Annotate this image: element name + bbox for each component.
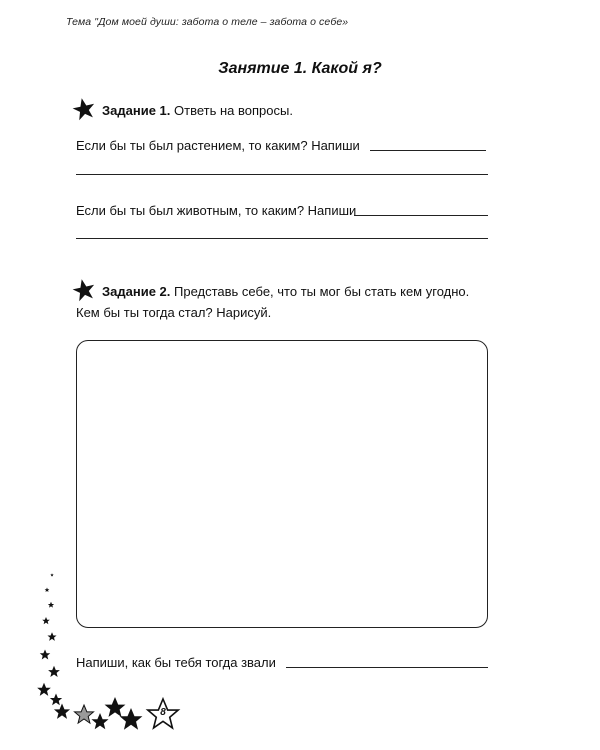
task-1-label: Задание 1.: [102, 103, 171, 118]
star-decoration: [0, 560, 200, 750]
star-icon: [48, 602, 54, 608]
task-1-text: Ответь на вопросы.: [170, 103, 293, 118]
star-icon: [91, 713, 108, 729]
task-2-heading: [76, 284, 469, 299]
star-icon: [105, 697, 126, 717]
star-icon: [50, 573, 53, 576]
task-1-question-animal: Если бы ты был животным, то каким? Напиши: [76, 203, 357, 218]
star-icon: [50, 694, 62, 706]
page-number: 8: [160, 707, 166, 718]
star-icon: [37, 683, 51, 696]
task-1-heading: [76, 103, 293, 118]
task-2-name-prompt: Напиши, как бы тебя тогда звали: [76, 655, 276, 670]
answer-line-plant-2[interactable]: [76, 174, 488, 175]
answer-line-animal[interactable]: [354, 215, 488, 216]
answer-line-plant[interactable]: [370, 150, 486, 151]
star-icon: [47, 632, 56, 641]
star-icon: [42, 617, 50, 624]
task-2-text: Представь себе, что ты мог бы стать кем угодно.: [170, 284, 470, 299]
task-2-label: Задание 2.: [102, 284, 171, 299]
answer-line-animal-2[interactable]: [76, 238, 488, 239]
lesson-title: Занятие 1. Какой я?: [218, 60, 382, 77]
answer-line-name[interactable]: [286, 667, 488, 668]
star-icon: [72, 278, 96, 302]
star-icon: [54, 704, 70, 719]
star-icon: [40, 650, 50, 660]
star-icon: [120, 708, 143, 730]
task-1-question-plant: Если бы ты был растением, то каким? Напиши: [76, 138, 360, 153]
star-icon: [75, 705, 94, 723]
star-icon: [72, 97, 96, 121]
task-2-line-2: Кем бы ты тогда стал? Нарисуй.: [76, 305, 272, 320]
star-icon: [45, 588, 50, 593]
header-theme: Тема "Дом моей души: забота о теле – забота о себе»: [66, 16, 349, 28]
star-icon: [48, 666, 60, 677]
